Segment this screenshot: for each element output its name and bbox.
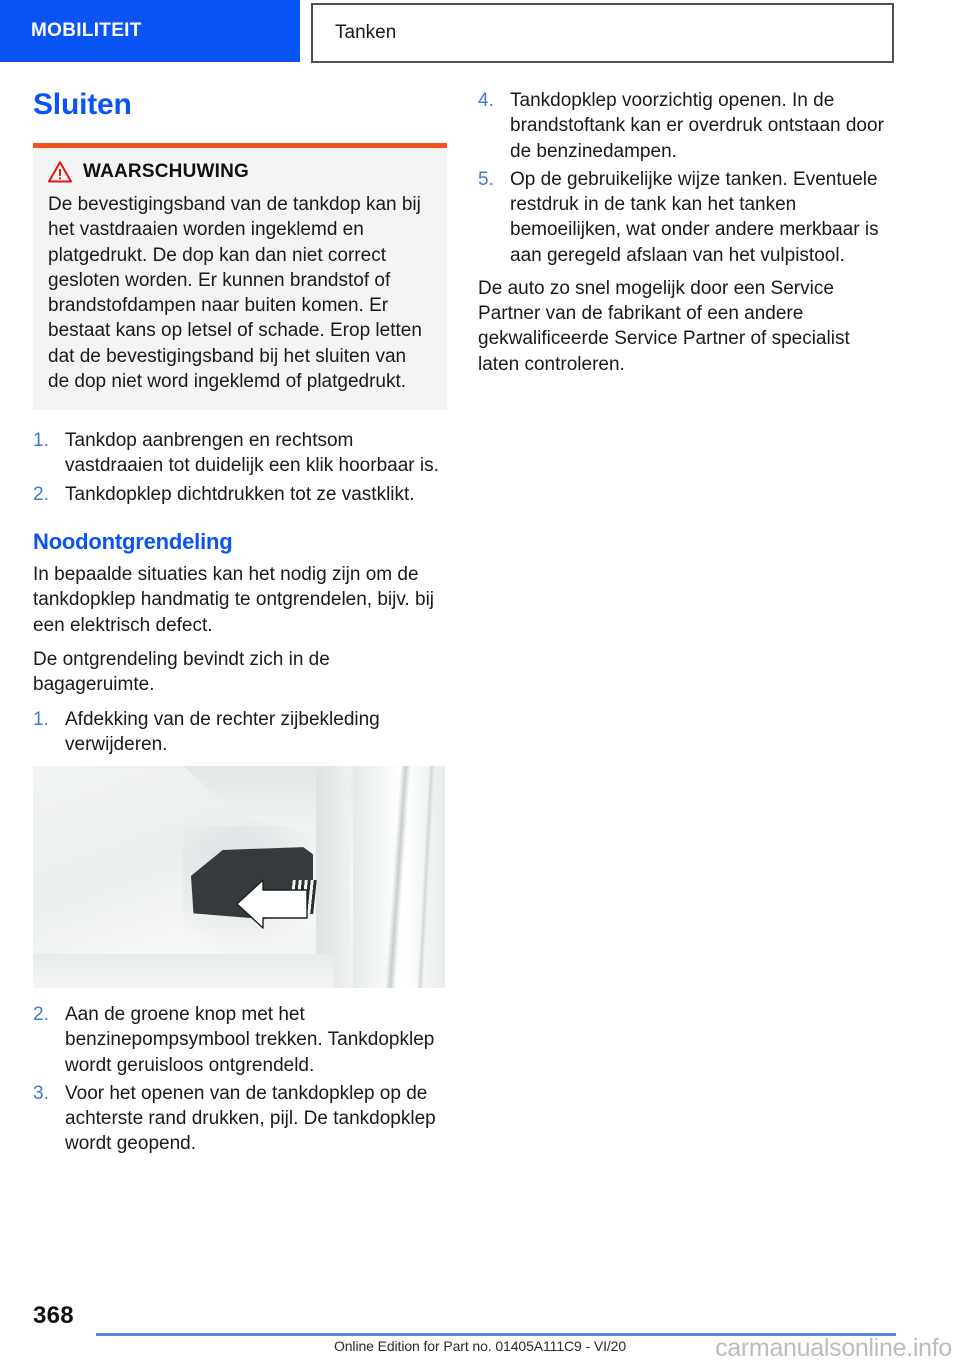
warning-title: WAARSCHUWING [83,161,249,182]
list-item [33,1081,447,1157]
page-header [0,0,960,66]
section-tab [0,0,300,62]
list-item [33,1002,447,1078]
chapter-label: Tanken [335,22,397,43]
list-item-number: 4. [478,90,494,111]
list-item-number: 5. [478,168,494,190]
list-item-text: Voor het openen van de tankdopklep op de achterste rand drukken, pijl. De tankdopklep wordt geopend. [65,1082,436,1155]
list-item-text: Tankdopklep voorzichtig openen. In de brandstoftank kan er overdruk ontstaan door de benzinedampen. [510,90,884,162]
watermark: carmanualsonline.info [715,1334,952,1362]
list-item [33,482,447,507]
page-title: Sluiten [33,88,132,121]
emergency-steps-list-part1 [33,707,447,758]
page-footer [0,1296,960,1362]
closing-steps-list [33,428,447,507]
warning-text: De bevestigingsband van de tankdop kan bij het vastdraaien worden ingeklemd en platgedrukt. De dop kan dan niet correct gesloten worden. Er kunnen brandstof of brandstofdampen naar buiten komen. Er bestaat kans op letsel of schade. Erop letten dat de bevestigingsband bij het sluiten van de dop niet word ingeklemd of platgedrukt. [48,194,422,392]
list-item-text: Op de gebruikelijke wijze tanken. Eventuele restdruk in de tank kan het tanken bemoeilijken, wat onder andere merkbaar is aan geregeld afslaan van het vulpistool. [510,168,879,266]
left-arrow-icon [233,878,311,930]
intro-paragraph-1: In bepaalde situaties kan het nodig zijn om de tankdopklep handmatig te ontgrendelen, bijv. bij een elektrisch defect. [33,564,435,636]
warning-header [48,161,432,183]
list-item-number: 2. [33,483,49,505]
list-item-number: 3. [33,1082,49,1104]
list-item-text: Tankdopklep dichtdrukken tot ze vastklikt. [65,483,415,505]
emergency-steps-list-part2 [33,1002,447,1157]
list-item-number: 2. [33,1004,49,1026]
subsection-title: Noodontgrendeling [33,528,233,554]
edition-note: Online Edition for Part no. 01405A111C9 - VI/20 [333,1338,627,1354]
list-item-text: Aan de groene knop met het benzinepompsymbool trekken. Tankdopklep wordt geruisloos ontgrendeld. [65,1004,435,1076]
list-item [478,88,892,164]
refuelling-steps-list [478,88,892,268]
list-item [33,428,447,479]
list-item-number: 1. [33,430,49,452]
list-item [478,167,892,268]
figure-floor [33,954,333,988]
list-item-number: 1. [33,708,49,730]
warning-box [33,143,447,410]
chapter-box [311,3,894,63]
section-tab-label: MOBILITEIT [31,20,142,41]
service-partner-paragraph: De auto zo snel mogelijk door een Service Partner van de fabrikant of een andere gekwalificeerde Service Partner of specialist laten controleren. [478,277,850,375]
list-item-text: Tankdop aanbrengen en rechtsom vastdraaien tot duidelijk een klik hoorbaar is. [65,430,439,477]
right-column [478,88,892,386]
warning-triangle-icon [48,161,72,183]
intro-paragraph-2: De ontgrendeling bevindt zich in de bagageruimte. [33,649,330,696]
page-number: 368 [33,1302,74,1329]
emergency-release-figure [33,766,445,988]
list-item [33,707,447,758]
list-item-text: Afdekking van de rechter zijbekleding verwijderen. [65,708,380,755]
left-column [33,88,447,1165]
page-content [0,88,960,1278]
